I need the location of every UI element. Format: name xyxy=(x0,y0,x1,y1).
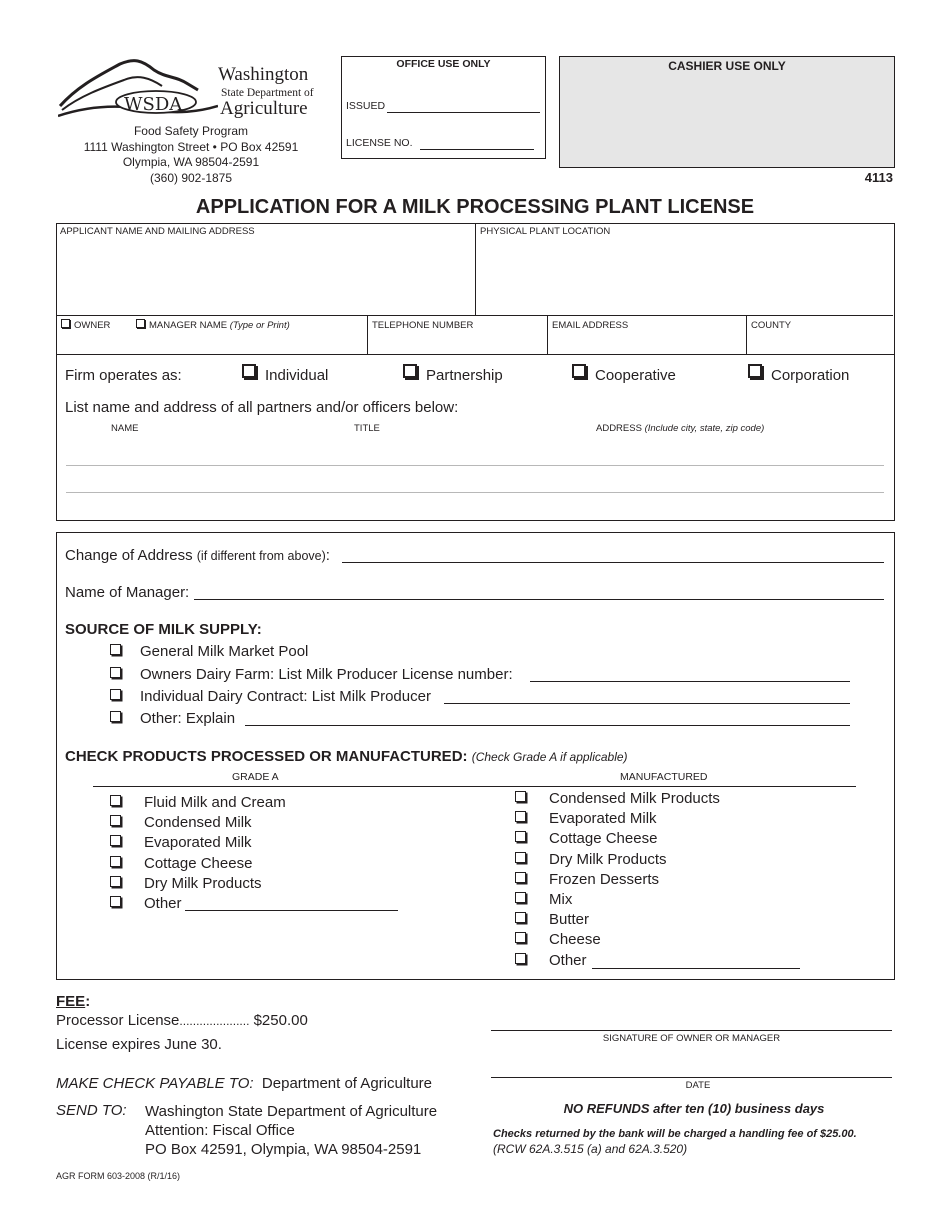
source-checkbox-owners[interactable] xyxy=(110,667,121,678)
office-use-box xyxy=(341,56,546,159)
partners-line-2[interactable] xyxy=(66,492,884,493)
email-label: EMAIL ADDRESS xyxy=(552,320,629,331)
page-title: APPLICATION FOR A MILK PROCESSING PLANT LICENSE xyxy=(195,196,755,218)
grade-a-item-label: Fluid Milk and Cream xyxy=(144,794,286,811)
cashier-use-box xyxy=(559,56,895,168)
payable-value: Department of Agriculture xyxy=(261,1075,433,1092)
firm-label: Firm operates as: xyxy=(65,367,182,384)
corporation-checkbox[interactable] xyxy=(748,364,762,378)
col-title-label: TITLE xyxy=(354,423,380,434)
products-divider xyxy=(93,786,856,787)
license-no-field[interactable] xyxy=(420,149,534,150)
physical-location-field[interactable] xyxy=(476,240,892,314)
grade-a-item-checkbox[interactable] xyxy=(110,896,121,907)
source-checkbox-other[interactable] xyxy=(110,711,121,722)
manufactured-item-checkbox[interactable] xyxy=(515,852,526,863)
fee-title xyxy=(56,993,90,1010)
partners-line-1[interactable] xyxy=(66,465,884,466)
cooperative-label: Cooperative xyxy=(595,367,676,384)
grade-a-item-label: Other xyxy=(144,895,182,912)
physical-location-label: PHYSICAL PLANT LOCATION xyxy=(480,226,611,237)
change-address-text: Change of Address xyxy=(65,547,193,564)
individual-producer-field[interactable] xyxy=(444,703,850,704)
manufactured-label: MANUFACTURED xyxy=(620,771,708,783)
source-other-field[interactable] xyxy=(245,725,850,726)
col-address-label xyxy=(596,423,764,434)
grade-a-item-checkbox[interactable] xyxy=(110,876,121,887)
form-number: 4113 xyxy=(864,170,893,185)
cooperative-checkbox[interactable] xyxy=(572,364,586,378)
owner-label: OWNER xyxy=(74,320,111,331)
products-hint: (Check Grade A if applicable) xyxy=(471,750,628,764)
source-label-pool: General Milk Market Pool xyxy=(140,643,309,660)
col-address-text: ADDRESS xyxy=(596,423,642,434)
checks-notice: Checks returned by the bank will be charged a handling fee of $25.00. xyxy=(493,1128,857,1140)
fee-title-colon: : xyxy=(85,993,91,1010)
processor-license-dots: ..................... xyxy=(179,1014,250,1028)
wsda-logo xyxy=(58,56,218,122)
manufactured-item-label: Dry Milk Products xyxy=(549,850,667,868)
date-label: DATE xyxy=(685,1080,711,1091)
source-label-other: Other: Explain xyxy=(140,710,236,727)
manufactured-item-checkbox[interactable] xyxy=(515,932,526,943)
manufactured-item-label: Cottage Cheese xyxy=(549,830,658,848)
processor-license-label: Processor License xyxy=(56,1012,180,1029)
source-label-owners: Owners Dairy Farm: List Milk Producer License number: xyxy=(140,666,513,683)
col-name-label: NAME xyxy=(111,423,139,434)
grade-a-item-checkbox[interactable] xyxy=(110,815,121,826)
office-use-title: OFFICE USE ONLY xyxy=(396,58,491,70)
partners-label: List name and address of all partners and/or officers below: xyxy=(65,399,459,416)
manager-name-label: MANAGER NAME xyxy=(149,320,228,331)
grade-a-item-label: Evaporated Milk xyxy=(144,834,252,852)
applicant-name-label: APPLICANT NAME AND MAILING ADDRESS xyxy=(60,226,255,237)
payable-line xyxy=(56,1075,432,1092)
manufactured-item-checkbox[interactable] xyxy=(515,811,526,822)
no-refunds-notice: NO REFUNDS after ten (10) business days xyxy=(563,1101,825,1116)
owners-license-field[interactable] xyxy=(530,681,850,682)
send-to-line-2: Attention: Fiscal Office xyxy=(145,1122,295,1139)
grade-a-item-checkbox[interactable] xyxy=(110,856,121,867)
program-name: Food Safety Program xyxy=(133,124,249,138)
manager-label xyxy=(149,320,290,331)
send-to-label: SEND TO: xyxy=(56,1102,127,1119)
manufactured-item-checkbox[interactable] xyxy=(515,872,526,883)
corporation-label: Corporation xyxy=(771,367,850,384)
source-checkbox-pool[interactable] xyxy=(110,644,121,655)
change-address-field[interactable] xyxy=(342,562,884,563)
manufactured-item-label: Evaporated Milk xyxy=(549,810,657,828)
send-to-address xyxy=(145,1102,437,1159)
grade-a-item-label: Cottage Cheese xyxy=(144,854,253,872)
date-field[interactable] xyxy=(491,1077,892,1078)
manager-checkbox[interactable] xyxy=(136,319,145,328)
manufactured-item-label: Other xyxy=(549,951,587,969)
dept-line3: Agriculture xyxy=(220,98,308,119)
signature-field[interactable] xyxy=(491,1030,892,1031)
telephone-label: TELEPHONE NUMBER xyxy=(372,320,474,331)
manager-name-label-2: Name of Manager: xyxy=(65,584,190,601)
manager-name-field[interactable] xyxy=(194,599,884,600)
manufactured-item-label: Cheese xyxy=(549,931,601,949)
manufactured-item-checkbox[interactable] xyxy=(515,791,526,802)
license-no-label: LICENSE NO. xyxy=(346,137,413,149)
form-id: AGR FORM 603-2008 (R/1/16) xyxy=(56,1171,181,1181)
dept-line2: State Department of xyxy=(221,87,314,99)
dept-line1: Washington xyxy=(218,64,309,85)
payable-label: MAKE CHECK PAYABLE TO: xyxy=(56,1075,254,1092)
grade-a-label: GRADE A xyxy=(232,771,279,783)
manufactured-item-checkbox[interactable] xyxy=(515,892,526,903)
manager-name-hint: (Type or Print) xyxy=(229,320,290,331)
grade-a-item-checkbox[interactable] xyxy=(110,835,121,846)
col-address-hint: (Include city, state, zip code) xyxy=(644,423,765,434)
manufactured-item-checkbox[interactable] xyxy=(515,831,526,842)
partnership-label: Partnership xyxy=(426,367,503,384)
send-to-line-1: Washington State Department of Agriculture xyxy=(145,1103,438,1120)
logo-text: WSDA xyxy=(124,94,183,115)
manufactured-item-label: Butter xyxy=(549,911,590,929)
program-street: 1111 Washington Street • PO Box 42591 xyxy=(83,139,299,154)
source-checkbox-individual[interactable] xyxy=(110,689,121,700)
issued-label: ISSUED xyxy=(346,100,386,112)
change-address-label xyxy=(65,547,330,564)
grade-a-item-label: Condensed Milk xyxy=(144,814,252,832)
manufactured-other-field[interactable] xyxy=(592,968,800,969)
manufactured-item-label: Frozen Desserts xyxy=(549,870,660,888)
rcw-notice: (RCW 62A.3.515 (a) and 62A.3.520) xyxy=(493,1142,688,1156)
manufactured-item-label: Mix xyxy=(549,891,573,908)
send-to-line-3: PO Box 42591, Olympia, WA 98504-2591 xyxy=(145,1141,422,1158)
program-phone: (360) 902-1875 xyxy=(149,170,233,185)
program-city: Olympia, WA 98504-2591 xyxy=(122,155,260,169)
manufactured-item-checkbox[interactable] xyxy=(515,953,526,964)
manufactured-item-label: Condensed Milk Products xyxy=(549,790,720,807)
processor-license-amount: $250.00 xyxy=(253,1012,308,1029)
individual-checkbox[interactable] xyxy=(242,364,256,378)
source-label-individual: Individual Dairy Contract: List Milk Producer xyxy=(140,688,431,705)
manufactured-item-checkbox[interactable] xyxy=(515,912,526,923)
source-title: SOURCE OF MILK SUPPLY: xyxy=(65,621,262,638)
change-address-hint: (if different from above) xyxy=(196,549,326,563)
license-expires: License expires June 30. xyxy=(56,1036,222,1053)
county-label: COUNTY xyxy=(751,320,792,331)
fee-title-text: FEE xyxy=(56,993,86,1010)
cashier-use-title: CASHIER USE ONLY xyxy=(668,59,786,73)
owner-checkbox[interactable] xyxy=(61,319,70,328)
grade-a-other-field[interactable] xyxy=(185,910,398,911)
partnership-checkbox[interactable] xyxy=(403,364,417,378)
change-address-colon: : xyxy=(325,547,330,564)
program-address xyxy=(58,124,324,186)
issued-field[interactable] xyxy=(387,112,540,113)
processor-license-line xyxy=(56,1012,308,1029)
grade-a-item-label: Dry Milk Products xyxy=(144,874,262,892)
signature-label: SIGNATURE OF OWNER OR MANAGER xyxy=(602,1033,781,1044)
products-title-text: CHECK PRODUCTS PROCESSED OR MANUFACTURED: xyxy=(65,748,468,765)
individual-label: Individual xyxy=(265,367,329,384)
products-title xyxy=(65,748,628,765)
applicant-name-field[interactable] xyxy=(57,240,474,314)
grade-a-item-checkbox[interactable] xyxy=(110,795,121,806)
